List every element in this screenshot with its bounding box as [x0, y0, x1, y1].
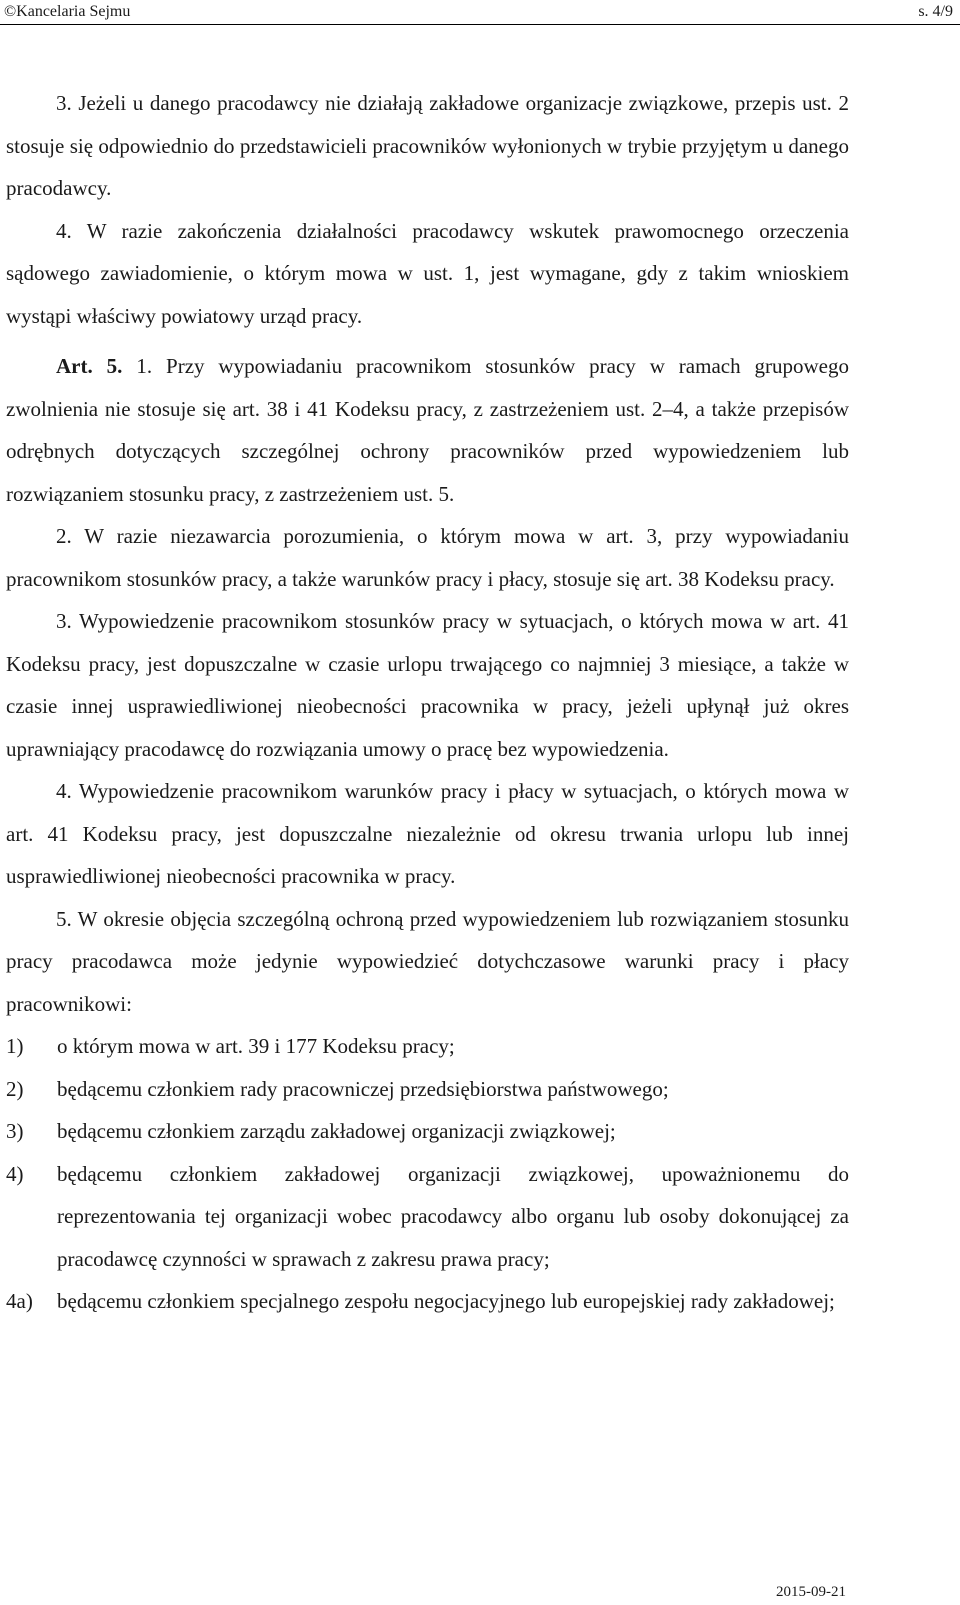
- list-item-number: 3): [6, 1119, 24, 1143]
- list-item-number: 4): [6, 1161, 24, 1186]
- article-5-ust-1: [6, 345, 849, 515]
- article-5-ust-2: 2. W razie niezawarcia porozumienia, o którym mowa w art. 3, przy wypowiadaniu pracownikom stosunków pracy, a także warunków pracy i płacy, stosuje się art. 38 Kodeksu pracy.: [6, 524, 849, 591]
- list-item: [6, 1280, 849, 1323]
- list-item-number: 4a): [6, 1289, 33, 1313]
- article-5-ust-5: 5. W okresie objęcia szczególną ochroną przed wypowiedzeniem lub rozwiązaniem stosunku pracy pracodawca może jedynie wypowiedzieć dotychczasowe warunki pracy i płacy pracownikowi:: [6, 906, 849, 1016]
- paragraph-ust-4: 4. W razie zakończenia działalności pracodawcy wskutek prawomocnego orzeczenia sądowego zawiadomienie, o którym mowa w ust. 1, jest wymagane, gdy z takim wnioskiem wystąpi właściwy powiatowy urząd pracy.: [6, 218, 849, 328]
- list-item: [6, 1025, 849, 1068]
- list-item-text: będącemu członkiem rady pracowniczej przedsiębiorstwa państwowego;: [57, 1076, 669, 1101]
- header-page-number: s. 4/9: [918, 3, 953, 20]
- list-item-text: będącemu członkiem specjalnego zespołu negocjacyjnego lub europejskiej rady zakładowej;: [57, 1289, 835, 1313]
- page-header: [0, 0, 960, 24]
- article-5-ust-4: 4. Wypowiedzenie pracownikom warunków pracy i płacy w sytuacjach, o których mowa w art. 41 Kodeksu pracy, jest dopuszczalne niezależnie od okresu trwania urlopu lub innej usprawiedliwionej nieobecności pracownika w pracy.: [6, 779, 849, 888]
- document-body: [6, 82, 849, 1323]
- list-item-text: będącemu członkiem zakładowej organizacji związkowej, upoważnionemu do reprezentowania tej organizacji wobec pracodawcy albo organu lub osoby dokonującej za pracodawcę czynności w sprawach z zakresu prawa pracy;: [57, 1161, 849, 1271]
- article-5-ust-1-text: 1. Przy wypowiadaniu pracownikom stosunków pracy w ramach grupowego zwolnienia nie stosuje się art. 38 i 41 Kodeksu pracy, z zastrzeżeniem ust. 2–4, a także przepisów odrębnych dotyczących szczególnej ochrony pracowników przed wypowiedzeniem lub rozwiązaniem stosunku pracy, z zastrzeżeniem ust. 5.: [6, 354, 849, 506]
- list-item: [6, 1068, 849, 1111]
- list-item: [6, 1153, 849, 1281]
- footer-date: 2015-09-21: [776, 1584, 846, 1600]
- paragraph-ust-3: 3. Jeżeli u danego pracodawcy nie działają zakładowe organizacje związkowe, przepis ust. 2 stosuje się odpowiednio do przedstawicieli pracowników wyłonionych w trybie przyjętym u danego pracodawcy.: [6, 91, 849, 200]
- list-item-number: 2): [6, 1076, 24, 1101]
- list-item-number: 1): [6, 1034, 24, 1058]
- list-item-text: będącemu członkiem zarządu zakładowej organizacji związkowej;: [57, 1119, 616, 1143]
- list-item-text: o którym mowa w art. 39 i 177 Kodeksu pracy;: [57, 1034, 455, 1058]
- list-item: [6, 1110, 849, 1153]
- article-5-ust-3: 3. Wypowiedzenie pracownikom stosunków pracy w sytuacjach, o których mowa w art. 41 Kodeksu pracy, jest dopuszczalne w czasie urlopu trwającego co najmniej 3 miesiące, a także w czasie innej usprawiedliwionej nieobecności pracownika w pracy, jeżeli upłynął już okres uprawniający pracodawcę do rozwiązania umowy o pracę bez wypowiedzenia.: [6, 609, 849, 761]
- header-source: ©Kancelaria Sejmu: [4, 3, 131, 20]
- article-label: Art. 5.: [56, 354, 123, 378]
- header-divider: [0, 24, 960, 25]
